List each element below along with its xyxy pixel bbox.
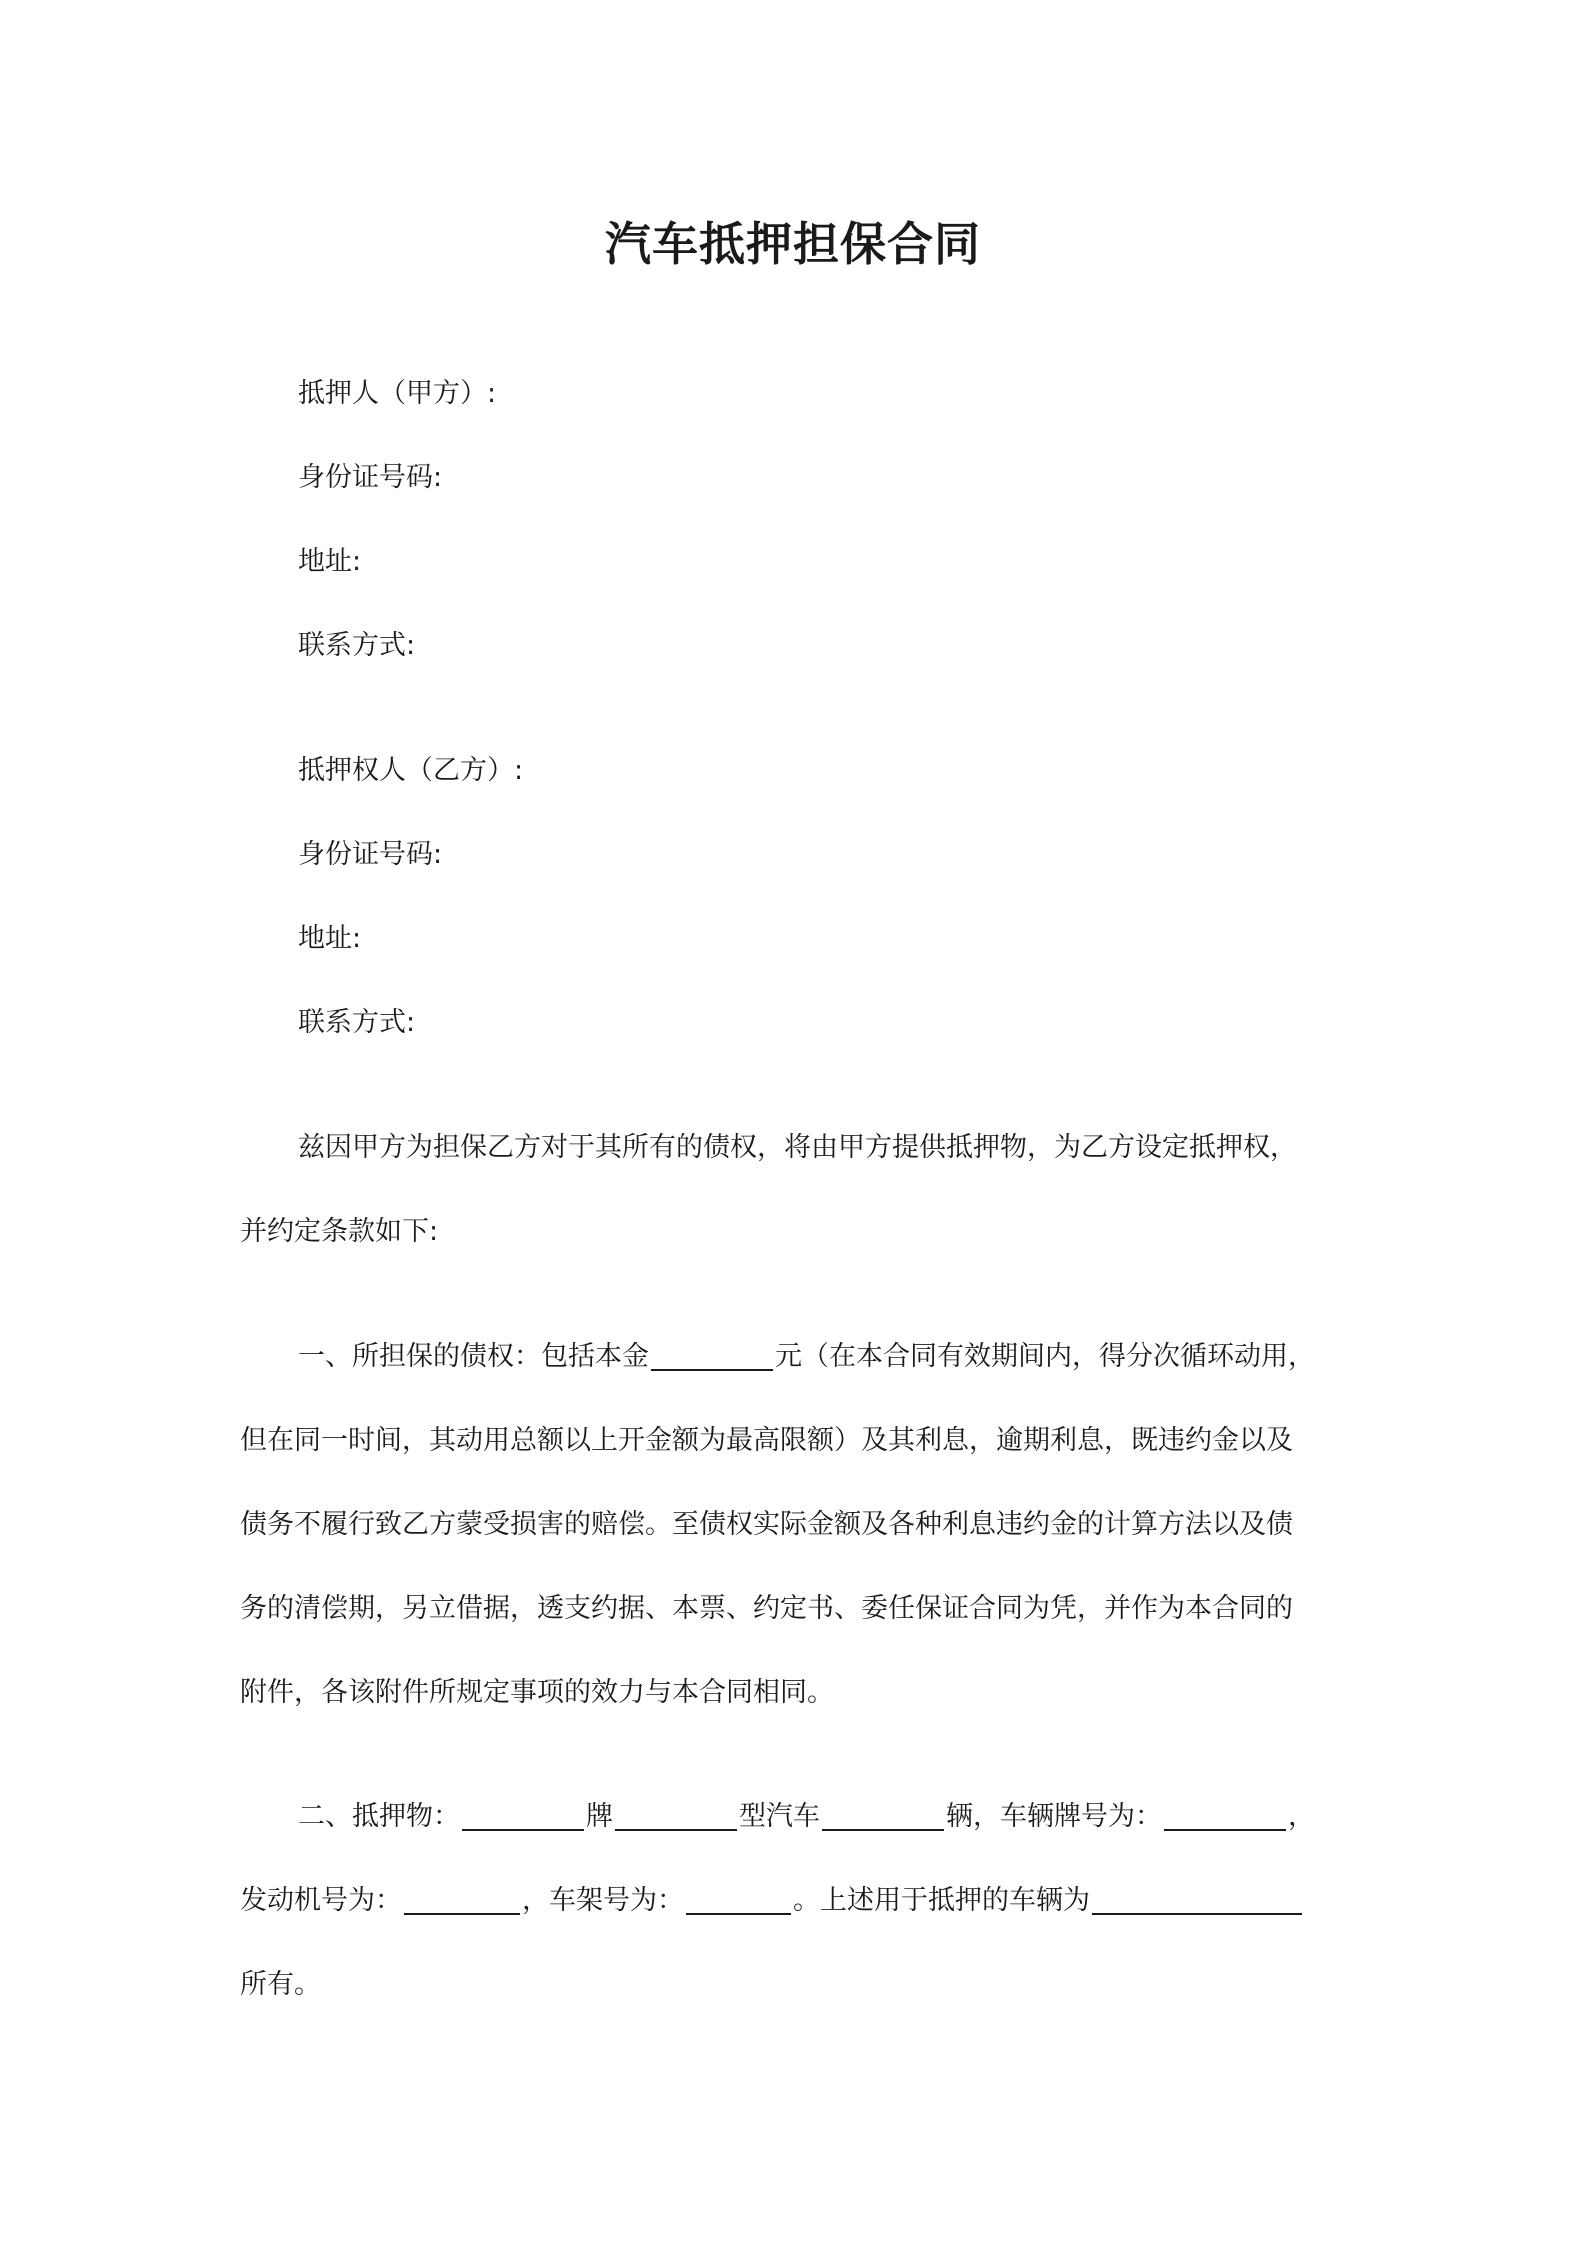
clause-2-text-f: 发动机号为：: [240, 1885, 402, 1916]
party-b-name-label: 抵押权人（乙方）:: [298, 755, 524, 786]
clause-2-line-3: 所有。: [240, 1969, 321, 2000]
clause-1-line-4: 务的清偿期，另立借据，透支约据、本票、约定书、委任保证合同为凭，并作为本合同的: [240, 1593, 1293, 1624]
clause-2-text-e: ，: [1288, 1801, 1315, 1832]
clause-1-line-3: 债务不履行致乙方蒙受损害的赔偿。至债权实际金额及各种利息违约金的计算方法以及债: [240, 1509, 1293, 1540]
clause-2-text-b: 牌: [586, 1801, 613, 1832]
vehicle-count-blank[interactable]: [822, 1799, 944, 1831]
principal-amount-blank[interactable]: [651, 1339, 773, 1371]
clause-2-line-2: [240, 1881, 1304, 1921]
clause-2-text-h: 。上述用于抵押的车辆为: [793, 1885, 1090, 1916]
clause-2-text-a: 二、抵押物：: [298, 1801, 460, 1832]
engine-number-blank[interactable]: [404, 1883, 520, 1915]
vehicle-model-blank[interactable]: [615, 1799, 737, 1831]
clause-2-text-c: 型汽车: [739, 1801, 820, 1832]
clause-1-text-b: 元（在本合同有效期间内，得分次循环动用，: [775, 1341, 1315, 1372]
license-plate-blank[interactable]: [1164, 1799, 1286, 1831]
clause-2-line-1: [298, 1797, 1315, 1837]
frame-number-blank[interactable]: [686, 1883, 791, 1915]
clause-2-text-d: 辆，车辆牌号为：: [946, 1801, 1162, 1832]
party-b-id-label: 身份证号码:: [298, 839, 443, 870]
intro-line-2: 并约定条款如下:: [240, 1216, 439, 1247]
party-a-name-label: 抵押人（甲方）:: [298, 378, 497, 409]
document-title: 汽车抵押担保合同: [605, 217, 981, 271]
vehicle-owner-blank[interactable]: [1092, 1883, 1302, 1915]
party-a-id-label: 身份证号码:: [298, 462, 443, 493]
party-b-address-label: 地址:: [298, 923, 362, 954]
party-a-contact-label: 联系方式:: [298, 630, 416, 661]
clause-1-line-2: 但在同一时间，其动用总额以上开金额为最高限额）及其利息，逾期利息，既违约金以及: [240, 1425, 1293, 1456]
party-a-address-label: 地址:: [298, 546, 362, 577]
clause-1-line-5: 附件，各该附件所规定事项的效力与本合同相同。: [240, 1677, 834, 1708]
clause-1-text-a: 一、所担保的债权：包括本金: [298, 1341, 649, 1372]
party-b-contact-label: 联系方式:: [298, 1007, 416, 1038]
clause-2-text-g: ，车架号为：: [522, 1885, 684, 1916]
intro-line-1: 兹因甲方为担保乙方对于其所有的债权，将由甲方提供抵押物，为乙方设定抵押权，: [298, 1132, 1297, 1163]
vehicle-brand-blank[interactable]: [462, 1799, 584, 1831]
clause-1-line-1: [298, 1337, 1315, 1377]
